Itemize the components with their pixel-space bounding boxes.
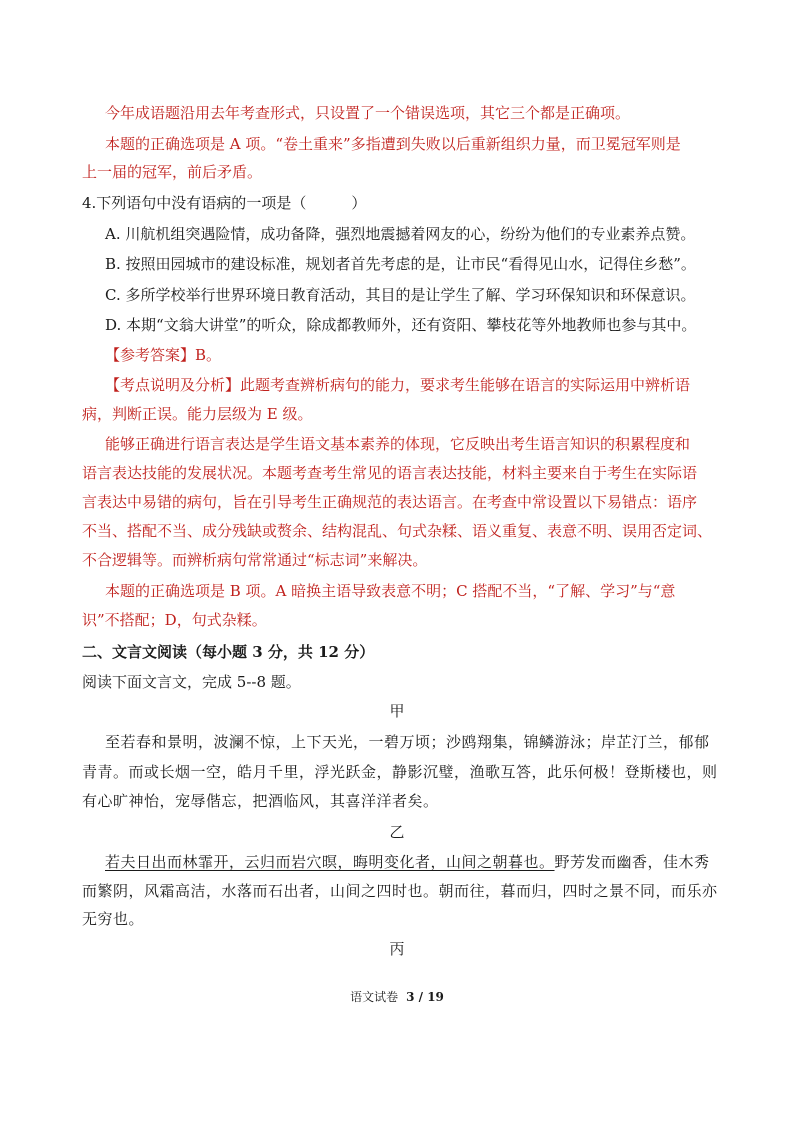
reference-answer: 【参考答案】B。 [105,346,222,364]
analysis-line-8: 本题的正确选项是 B 项。A 暗换主语导致表意不明；C 搭配不当，“了解、学习”与“意 [105,582,676,600]
analysis-line-7: 不合逻辑等。而辨析病句常常通过“标志词”来解决。 [82,551,428,569]
analysis-line-1: 【考点说明及分析】此题考查辨析病句的能力，要求考生能够在语言的实际运用中辨析语 [105,376,691,394]
answer-note-paragraph: 今年成语题沿用去年考查形式，只设置了一个错误选项，其它三个都是正确项。 [105,104,631,122]
question-4-option-a: A. 川航机组突遇险情，成功备降，强烈地震撼着网友的心，纷纷为他们的专业素养点赞。 [105,225,696,243]
passage-jia-line-3: 有心旷神怡，宠辱偕忘，把酒临风，其喜洋洋者矣。 [82,792,439,810]
footer-label: 语文试卷 [350,990,399,1004]
analysis-line-4: 语言表达技能的发展状况。本题考查考生常见的语言表达技能，材料主要来自于考生在实际语 [82,464,698,482]
analysis-line-2: 病，判断正误。能力层级为 E 级。 [82,405,313,423]
passage-yi-line-1 [105,852,710,872]
answer-explanation-line-2: 上一届的冠军，前后矛盾。 [82,163,263,181]
passage-bing-heading: 丙 [389,940,405,958]
page-number: 3 / 19 [406,990,444,1004]
question-4-stem: 4.下列语句中没有语病的一项是（ ） [82,194,367,212]
underlined-sentence: 若夫日出而林霏开，云归而岩穴暝，晦明变化者，山间之朝暮也。 [105,853,555,871]
analysis-line-6: 不当、搭配不当、成分残缺或赘余、结构混乱、句式杂糅、语义重复、表意不明、误用否定词、 [82,522,713,540]
analysis-line-3: 能够正确进行语言表达是学生语文基本素养的体现，它反映出考生语言知识的积累程度和 [105,435,691,453]
answer-explanation-line-1: 本题的正确选项是 A 项。“卷土重来”多指遭到失败以后重新组织力量，而卫冕冠军则是 [105,135,681,153]
passage-yi-line-1-rest: 野芳发而幽香，佳木秀 [554,853,710,871]
page-footer [0,987,794,1007]
passage-yi-line-3: 无穷也。 [82,910,145,928]
passage-yi-heading: 乙 [389,823,405,841]
question-4-option-c: C. 多所学校举行世界环境日教育活动，其目的是让学生了解、学习环保知识和环保意识。 [105,286,696,304]
passage-jia-heading: 甲 [389,702,405,720]
analysis-line-9: 识”不搭配；D，句式杂糅。 [82,611,267,629]
passage-jia-line-1: 至若春和景明，波澜不惊，上下天光，一碧万顷；沙鸥翔集，锦鳞游泳；岸芷汀兰，郁郁 [105,733,710,751]
section-2-instruction: 阅读下面文言文，完成 5--8 题。 [82,673,301,691]
section-2-title: 二、文言文阅读（每小题 3 分，共 12 分） [82,643,375,661]
question-4-option-d: D. 本期“文翁大讲堂”的听众，除成都教师外，还有资阳、攀枝花等外地教师也参与其中。 [105,316,697,334]
analysis-line-5: 言表达中易错的病句，旨在引导考生正确规范的表达语言。在考查中常设置以下易错点：语序 [82,493,698,511]
question-4-option-b: B. 按照田园城市的建设标准，规划者首先考虑的是，让市民“看得见山水，记得住乡愁”。 [105,255,696,273]
passage-yi-line-2: 而繁阴，风霜高洁，水落而石出者，山间之四时也。朝而往，暮而归，四时之景不同，而乐亦 [82,882,718,900]
passage-jia-line-2: 青青。而或长烟一空，皓月千里，浮光跃金，静影沉璧，渔歌互答，此乐何极！登斯楼也，则 [82,763,718,781]
